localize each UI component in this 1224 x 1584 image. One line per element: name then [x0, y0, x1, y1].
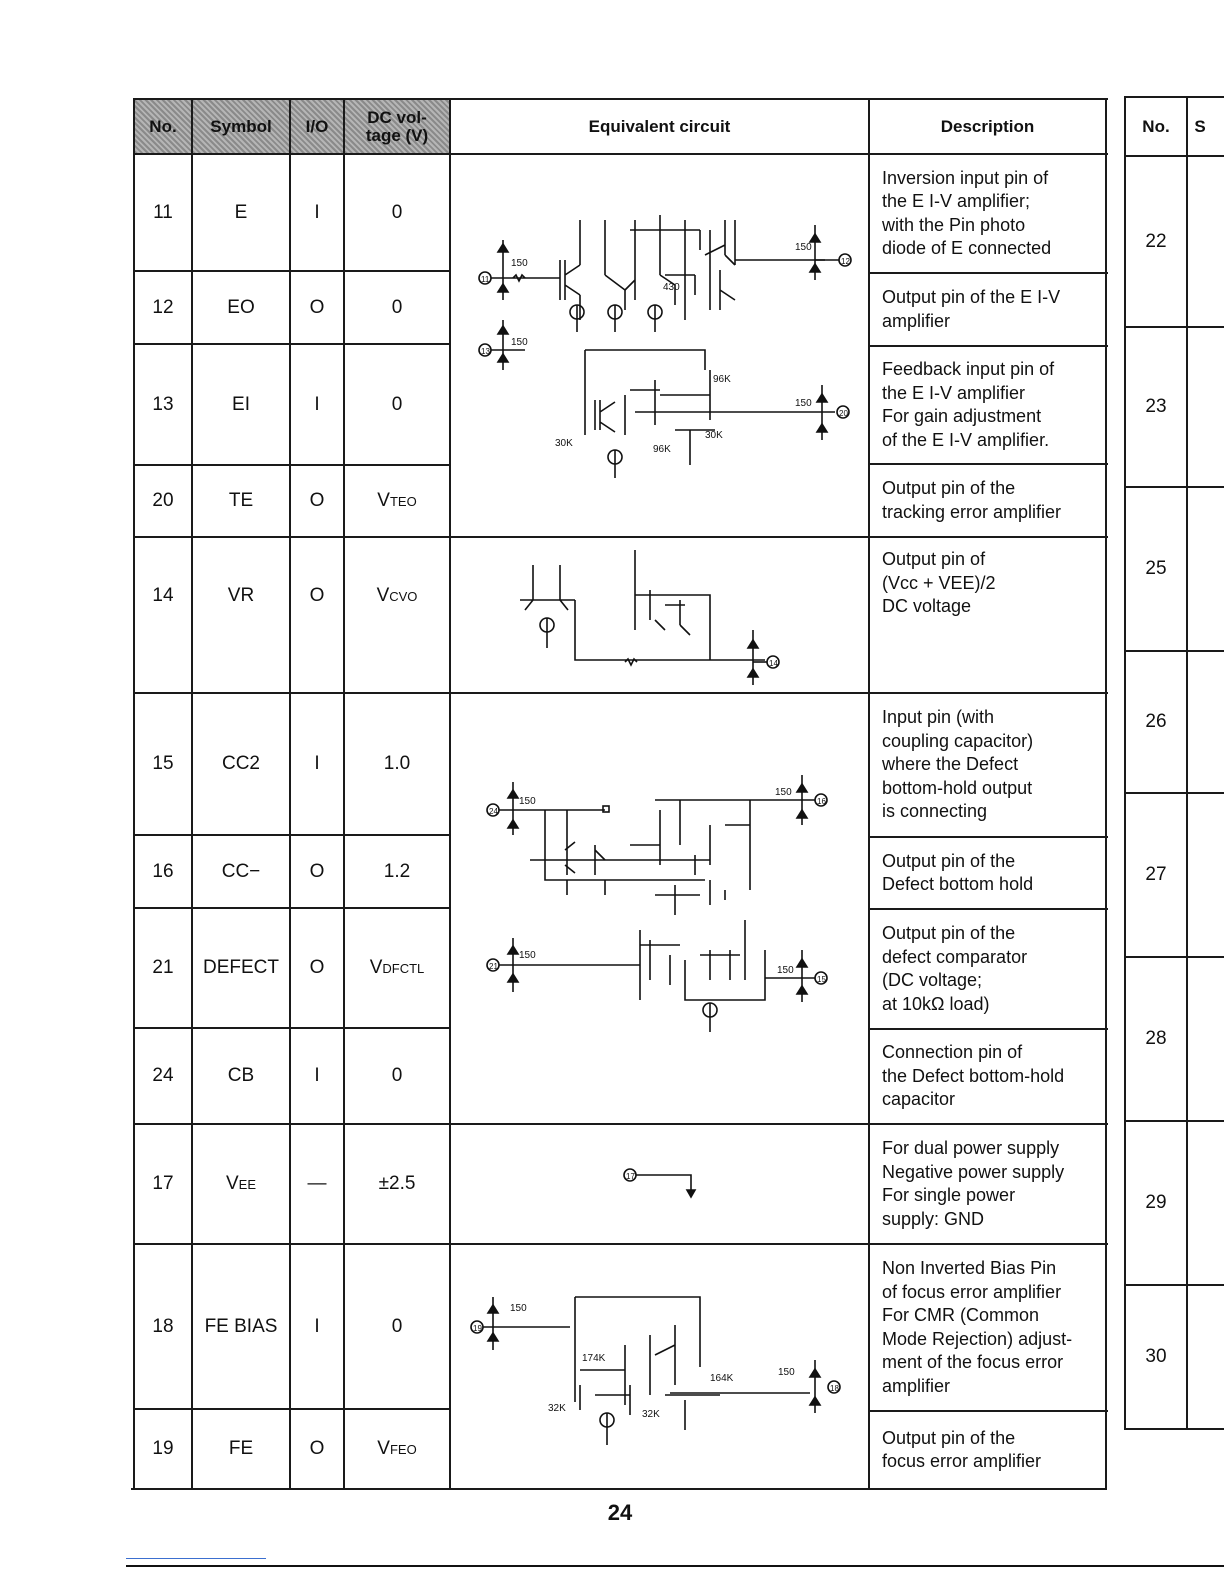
cell-symbol: EO	[227, 296, 255, 318]
page-number: 24	[607, 1500, 633, 1525]
cell-description: Connection pin of the Defect bottom-hold capacitor	[882, 1042, 1065, 1110]
svg-text:20: 20	[839, 409, 848, 418]
col-sep-4	[449, 98, 451, 1490]
svg-text:96K: 96K	[713, 374, 731, 385]
cell-description: Non Inverted Bias Pin of focus error amplifier For CMR (Common Mode Rejection) adjust- ment of the focus error amplifier	[882, 1258, 1073, 1396]
footer-rule	[126, 1565, 1224, 1567]
svg-text:150: 150	[775, 787, 792, 798]
right-cell-no: 29	[1145, 1192, 1167, 1213]
equivalent-circuit-defect	[455, 770, 865, 1040]
cell-description: Feedback input pin of the E I-V amplifier For gain adjustment of the E I-V amplifier.	[882, 359, 1055, 450]
cell-dc: V DFCTL	[369, 957, 425, 978]
right-cell-no: 28	[1145, 1028, 1167, 1049]
header-circuit: Equivalent circuit	[588, 116, 731, 136]
table-border-right	[1105, 98, 1107, 1490]
svg-text:174K: 174K	[582, 1353, 606, 1364]
svg-text:150: 150	[511, 258, 528, 269]
cell-dc: V FEO	[377, 1438, 417, 1459]
cell-dc: 0	[391, 1065, 403, 1086]
cell-description: Output pin of the E I-V amplifier	[882, 287, 1061, 331]
cell-no: 16	[152, 860, 174, 882]
cell-no: 13	[152, 393, 174, 415]
svg-text:24: 24	[489, 807, 498, 816]
cell-symbol: TE	[228, 490, 254, 511]
svg-text:19: 19	[473, 1324, 482, 1333]
right-header-cut: S	[1194, 116, 1206, 136]
cell-symbol: FE BIAS	[204, 1315, 278, 1337]
cell-description: Input pin (with coupling capacitor) where the Defect bottom-hold output is connecting	[882, 707, 1034, 822]
cell-dc: V TEO	[377, 490, 417, 511]
cell-no: 19	[152, 1438, 174, 1459]
cell-symbol: CC2	[221, 753, 260, 774]
cell-no: 18	[152, 1315, 174, 1337]
cell-symbol: DEFECT	[203, 957, 279, 978]
cell-io: I	[314, 201, 320, 223]
cell-dc: ±2.5	[378, 1173, 416, 1194]
svg-text:150: 150	[795, 398, 812, 409]
cell-no: 11	[153, 201, 173, 223]
cell-io: O	[309, 490, 325, 511]
cell-io: O	[309, 957, 325, 978]
cell-symbol: V EE	[225, 1173, 257, 1194]
footer-link-line	[126, 1558, 266, 1559]
cell-no: 24	[152, 1065, 174, 1086]
header-io: I/O	[291, 100, 343, 153]
cell-io: I	[314, 1315, 320, 1337]
cell-io: O	[309, 860, 325, 882]
cell-symbol: VR	[227, 585, 255, 606]
right-cell-no: 22	[1145, 230, 1167, 252]
cell-symbol: E	[234, 201, 248, 223]
svg-text:150: 150	[777, 965, 794, 976]
cell-io: I	[314, 1065, 320, 1086]
cell-no: 14	[152, 585, 174, 606]
cell-description: Output pin of the tracking error amplifier	[882, 478, 1062, 522]
header-symbol: Symbol	[193, 100, 289, 153]
cell-io: O	[309, 585, 325, 606]
cell-dc: 1.2	[383, 860, 411, 882]
cell-dc: 1.0	[383, 753, 411, 774]
cell-io: I	[314, 393, 320, 415]
svg-text:13: 13	[481, 347, 490, 356]
right-cell-no: 27	[1145, 864, 1167, 885]
svg-text:16: 16	[817, 797, 826, 806]
right-cell-no: 23	[1145, 396, 1167, 417]
cell-io: O	[309, 296, 325, 318]
equivalent-circuit-vee	[615, 1160, 705, 1200]
cell-symbol: CC−	[221, 860, 261, 882]
right-cell-no: 30	[1145, 1346, 1167, 1367]
cell-io: —	[307, 1173, 327, 1194]
cell-description: Output pin of the focus error amplifier	[882, 1427, 1042, 1471]
equivalent-circuit-focus-error	[460, 1285, 860, 1475]
right-header-no: No.	[1142, 116, 1170, 136]
right-table-col	[1186, 96, 1188, 1430]
svg-text:15: 15	[817, 975, 826, 984]
header-dc-voltage: DC vol- tage (V)	[345, 100, 449, 153]
cell-description: Output pin of the defect comparator (DC voltage; at 10kΩ load)	[882, 923, 1028, 1014]
header-description: Description	[940, 116, 1035, 136]
svg-text:30K: 30K	[705, 430, 723, 441]
svg-text:30K: 30K	[555, 438, 573, 449]
svg-text:32K: 32K	[642, 1409, 660, 1420]
cell-description: For dual power supply Negative power supply For single power supply: GND	[882, 1138, 1065, 1229]
cell-symbol: EI	[232, 393, 250, 415]
svg-text:14: 14	[769, 659, 778, 668]
cell-io: I	[314, 753, 320, 774]
cell-dc: 0	[391, 1315, 403, 1337]
svg-text:17: 17	[626, 1172, 635, 1181]
svg-text:150: 150	[778, 1367, 795, 1378]
svg-text:150: 150	[519, 796, 536, 807]
cell-description: Inversion input pin of the E I-V amplifier; with the Pin photo diode of E connected	[882, 167, 1052, 258]
svg-text:150: 150	[795, 242, 812, 253]
svg-text:150: 150	[511, 337, 528, 348]
cell-symbol: CB	[227, 1065, 255, 1086]
cell-description: Output pin of the Defect bottom hold	[882, 850, 1034, 894]
svg-text:32K: 32K	[548, 1403, 566, 1414]
cell-description: Output pin of (Vcc + VEE)/2 DC voltage	[882, 549, 996, 616]
cell-io: O	[309, 1438, 325, 1459]
svg-text:18: 18	[830, 1384, 839, 1393]
header-no: No.	[135, 100, 191, 153]
cell-no: 17	[152, 1173, 174, 1194]
cell-no: 20	[152, 490, 174, 511]
cell-dc: 0	[391, 393, 403, 415]
equivalent-circuit-e-iv-amplifier	[455, 200, 865, 490]
svg-text:150: 150	[519, 950, 536, 961]
cell-symbol: FE	[228, 1438, 254, 1459]
right-cell-no: 25	[1145, 558, 1167, 579]
cell-no: 21	[152, 957, 174, 978]
right-table-bottom	[1124, 1428, 1224, 1430]
svg-text:12: 12	[841, 257, 850, 266]
equivalent-circuit-vr-output	[505, 540, 805, 690]
svg-text:21: 21	[489, 962, 498, 971]
table-border-bottom	[131, 1488, 1105, 1490]
right-cell-no: 26	[1145, 711, 1167, 732]
cell-no: 12	[152, 296, 174, 318]
svg-text:164K: 164K	[710, 1373, 734, 1384]
cell-dc: 0	[391, 201, 403, 223]
svg-text:150: 150	[510, 1303, 527, 1314]
svg-text:11: 11	[481, 275, 490, 284]
cell-no: 15	[152, 753, 174, 774]
cell-dc: 0	[391, 296, 403, 318]
svg-text:96K: 96K	[653, 444, 671, 455]
cell-dc: V CVO	[376, 585, 418, 606]
svg-text:430: 430	[663, 282, 680, 293]
